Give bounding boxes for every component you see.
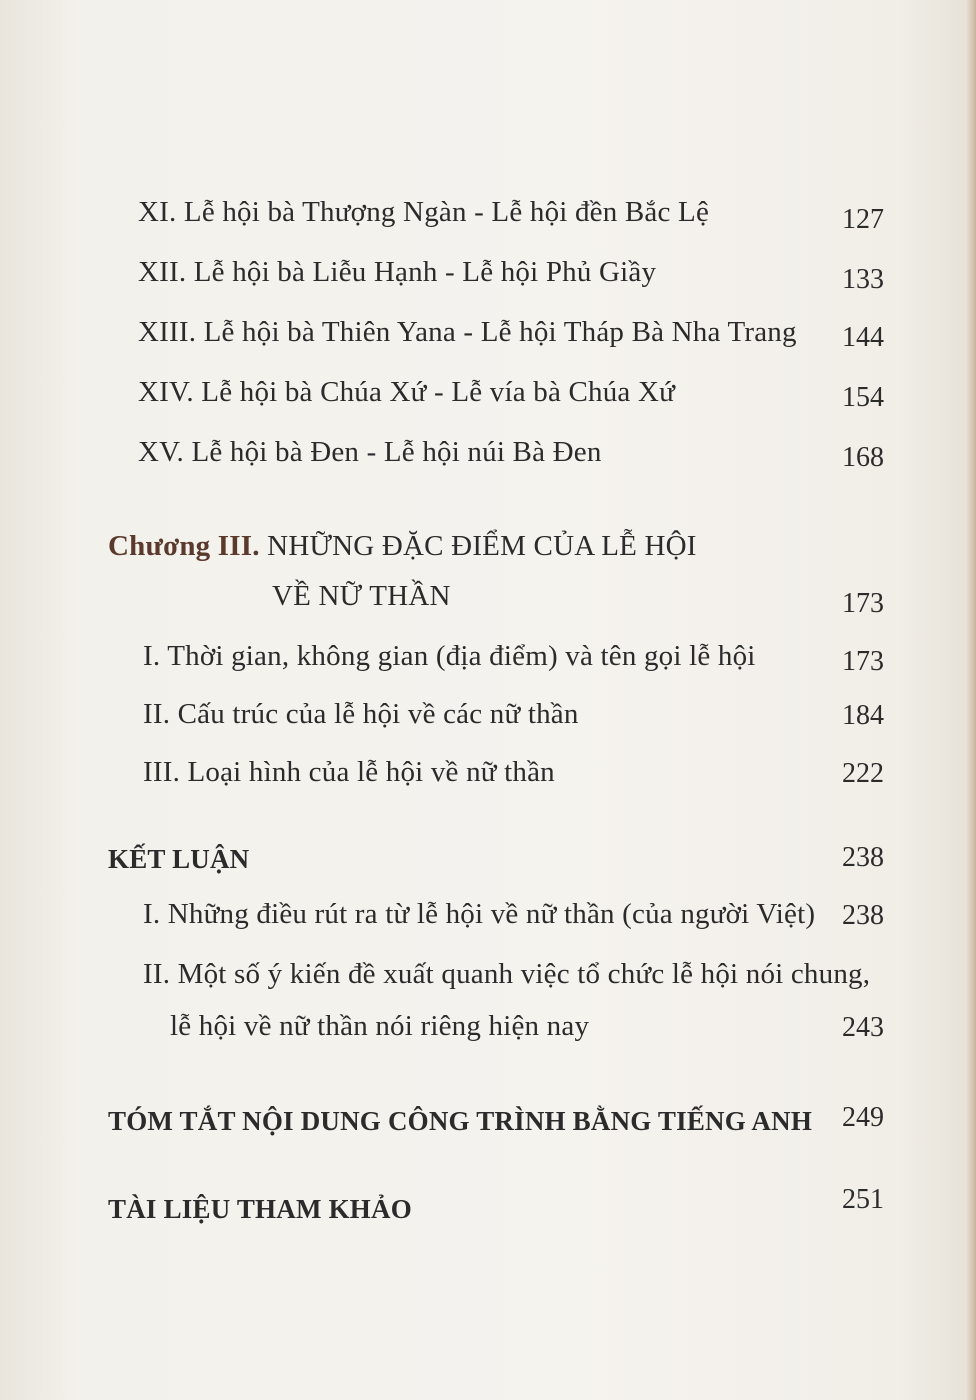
toc-entry-page: 184 <box>842 700 884 731</box>
toc-entry-page: 127 <box>842 204 884 235</box>
toc-entry-page: 154 <box>842 382 884 413</box>
toc-section-title: TÀI LIỆU THAM KHẢO <box>108 1194 412 1224</box>
toc-references-heading <box>0 1184 976 1232</box>
toc-entry-text: XIII. Lễ hội bà Thiên Yana - Lễ hội Tháp Bà Nha Trang <box>138 316 797 348</box>
toc-chapter-3-title-line1 <box>108 530 697 563</box>
toc-chapter-3-title-line2: VỀ NỮ THẦN <box>272 580 451 612</box>
toc-entry-page: 144 <box>842 322 884 353</box>
toc-entry-page: 168 <box>842 442 884 473</box>
toc-entry-text: I. Những điều rút ra từ lễ hội về nữ thần (của người Việt) <box>143 898 816 930</box>
toc-section-title: TÓM TẮT NỘI DUNG CÔNG TRÌNH BẰNG TIẾNG ANH <box>108 1106 813 1136</box>
toc-entry-page: 251 <box>842 1184 884 1215</box>
toc-entry-text: XV. Lễ hội bà Đen - Lễ hội núi Bà Đen <box>138 436 602 468</box>
toc-chapter-3-item-ii <box>0 698 976 746</box>
toc-summary-heading <box>0 1100 976 1148</box>
toc-entry-page: 238 <box>842 900 884 931</box>
toc-entry-text: II. Một số ý kiến đề xuất quanh việc tổ chức lễ hội nói chung, <box>143 958 871 990</box>
toc-entry-xiv <box>0 376 976 424</box>
toc-conclusion-heading <box>0 840 976 888</box>
toc-entry-text: I. Thời gian, không gian (địa điểm) và tên gọi lễ hội <box>143 640 756 672</box>
toc-entry-text: XII. Lễ hội bà Liễu Hạnh - Lễ hội Phủ Giầy <box>138 256 657 288</box>
toc-entry-xi <box>0 196 976 244</box>
toc-entry-page: 133 <box>842 264 884 295</box>
chapter-label: Chương III. <box>108 530 260 562</box>
toc-entry-xiii <box>0 316 976 364</box>
toc-conclusion-item-i <box>0 898 976 946</box>
chapter-title: NHỮNG ĐẶC ĐIỂM CỦA LỄ HỘI <box>267 530 697 562</box>
toc-chapter-3-item-i <box>0 640 976 688</box>
toc-entry-page: 222 <box>842 758 884 789</box>
toc-chapter-3-item-iii <box>0 756 976 804</box>
toc-entry-text-cont: lễ hội về nữ thần nói riêng hiện nay <box>170 1010 590 1042</box>
toc-conclusion-item-ii-cont <box>0 1010 976 1058</box>
toc-entry-text: XI. Lễ hội bà Thượng Ngàn - Lễ hội đền Bắc Lệ <box>138 196 710 228</box>
toc-entry-text: II. Cấu trúc của lễ hội về các nữ thần <box>143 698 579 730</box>
toc-entry-page: 238 <box>842 842 884 873</box>
toc-conclusion-item-ii <box>0 958 976 1006</box>
toc-chapter-3-heading-cont <box>0 580 976 628</box>
toc-entry-xv <box>0 436 976 484</box>
toc-entry-text: III. Loại hình của lễ hội về nữ thần <box>143 756 555 788</box>
toc-chapter-3-heading <box>0 530 976 578</box>
toc-entry-page: 249 <box>842 1102 884 1133</box>
toc-entry-page: 173 <box>842 588 884 619</box>
toc-entry-page: 243 <box>842 1012 884 1043</box>
toc-entry-xii <box>0 256 976 304</box>
toc-section-title: KẾT LUẬN <box>108 844 250 874</box>
toc-entry-page: 173 <box>842 646 884 677</box>
toc-entry-text: XIV. Lễ hội bà Chúa Xứ - Lễ vía bà Chúa Xứ <box>138 376 676 408</box>
